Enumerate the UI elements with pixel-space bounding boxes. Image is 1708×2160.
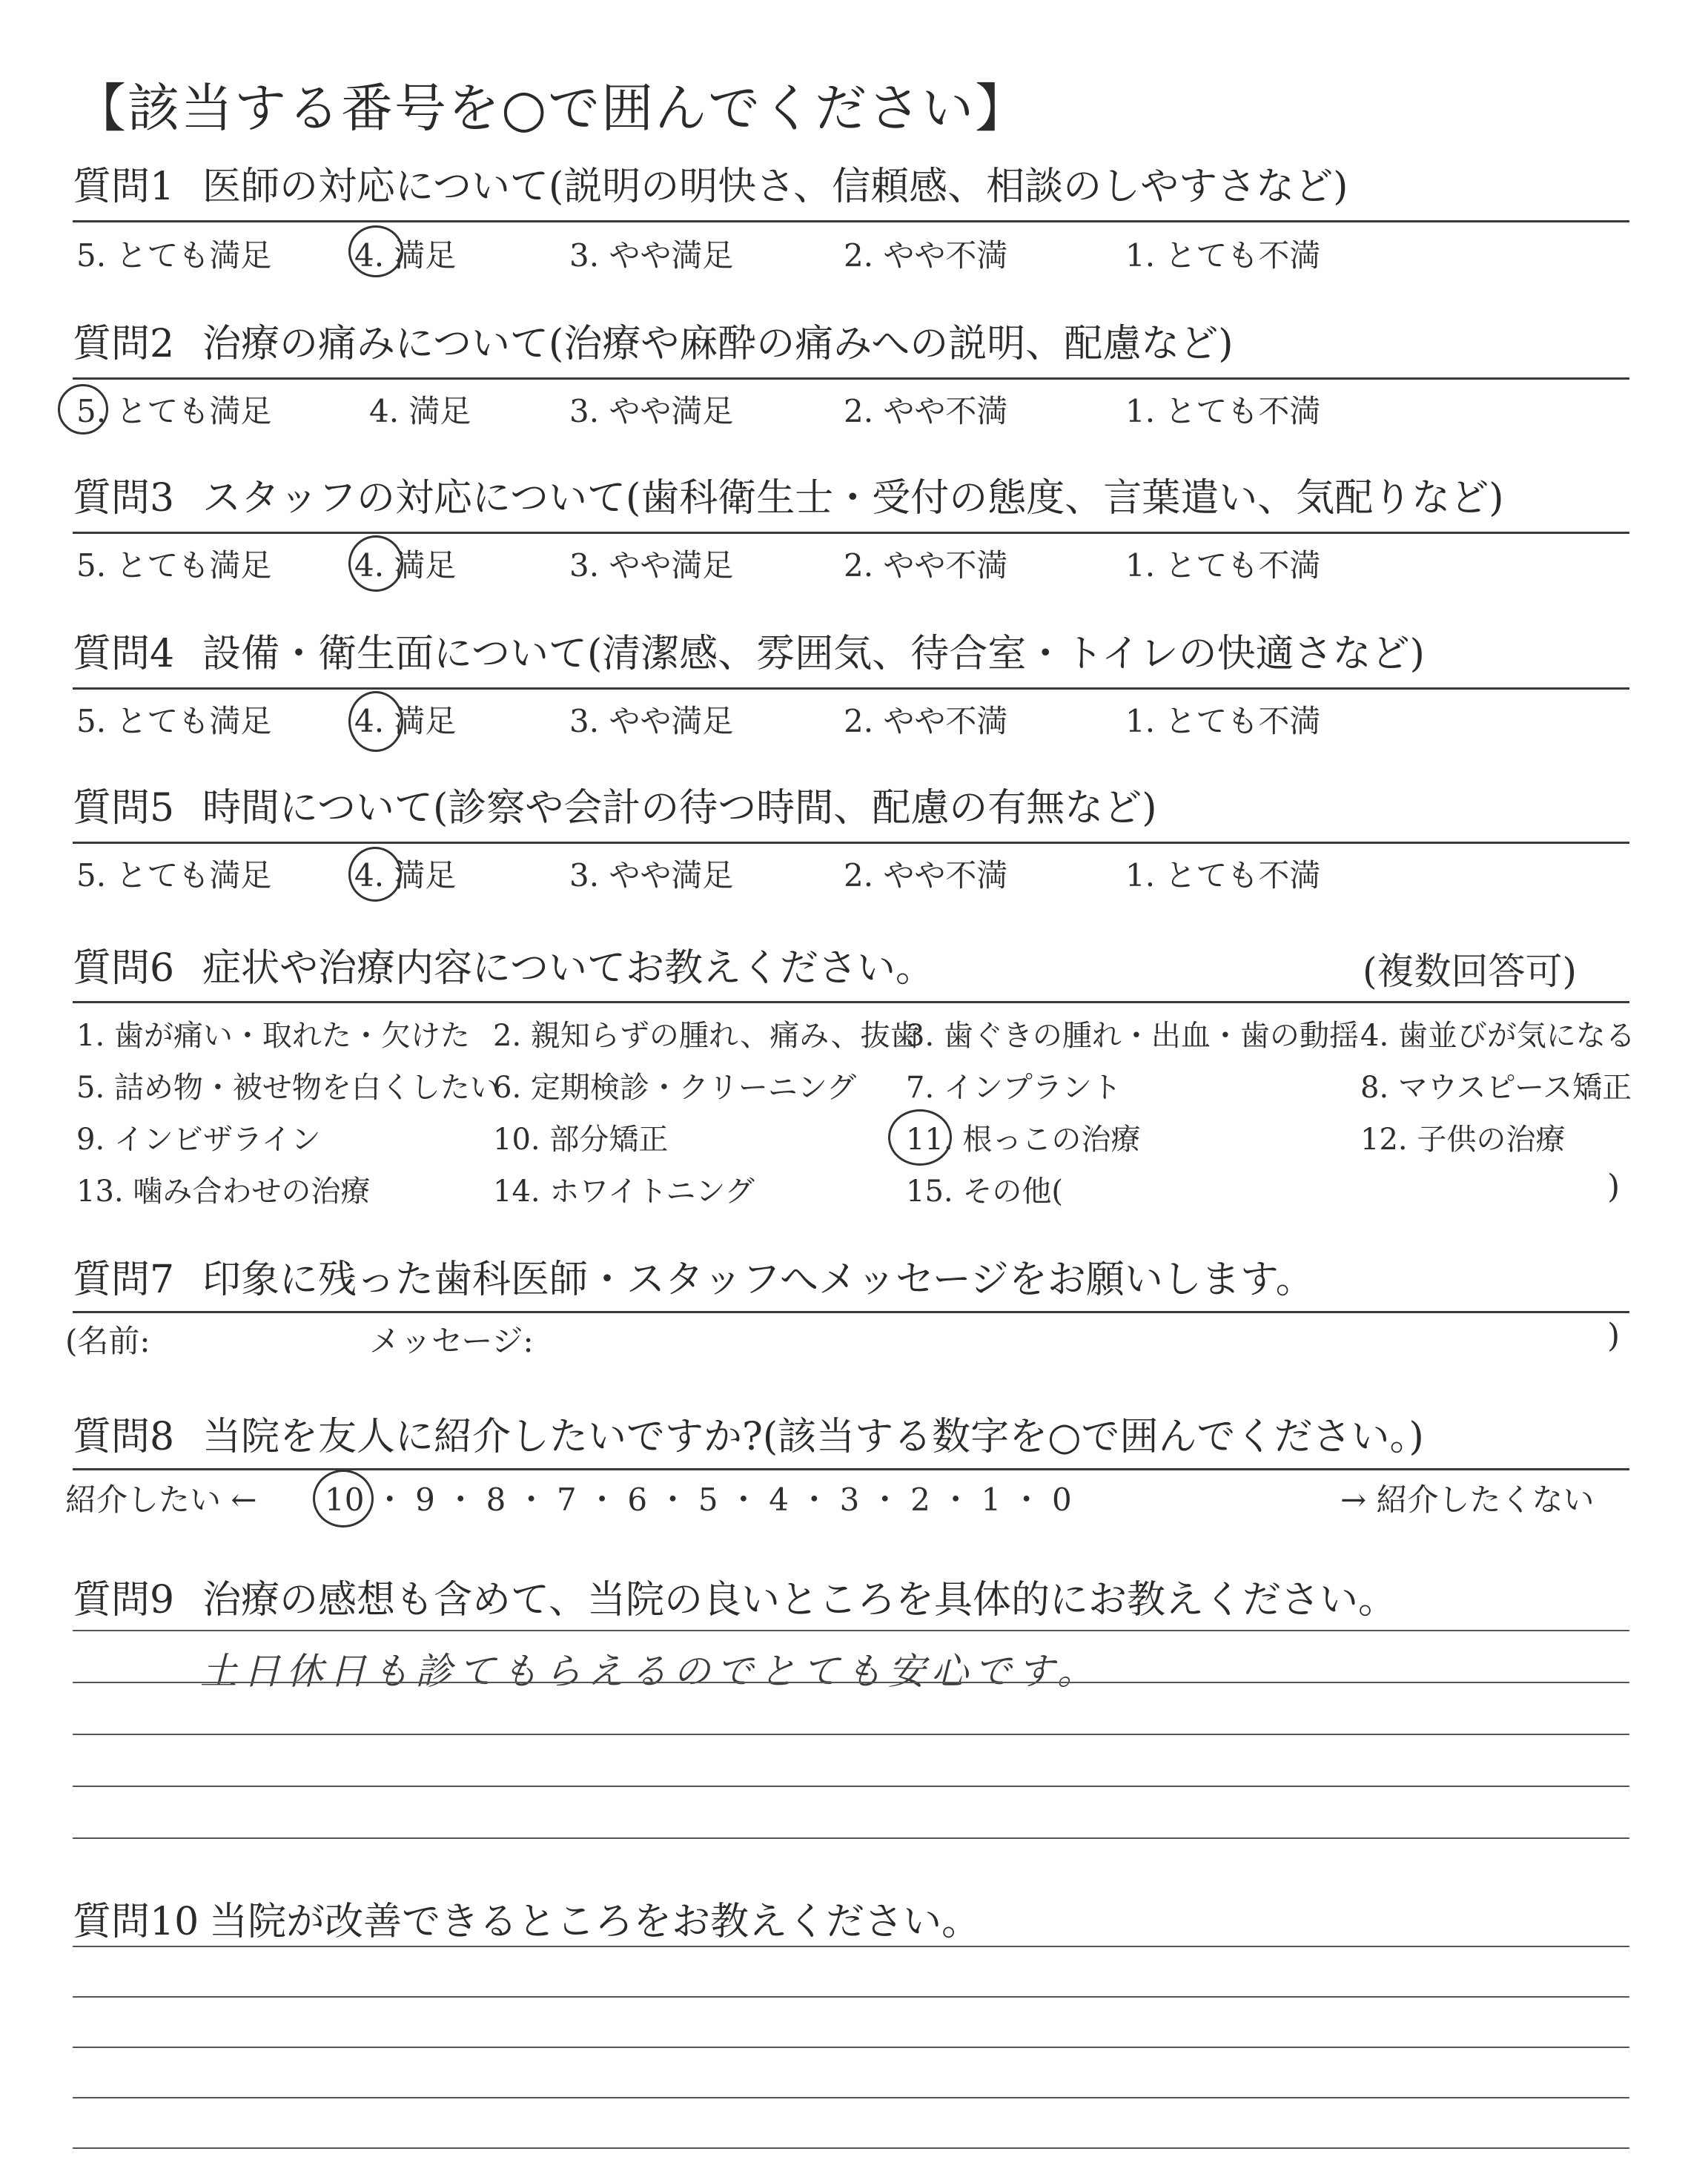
question-number: 質問4 xyxy=(73,632,175,676)
symptom-option[interactable]: 12. 子供の治療 xyxy=(1360,1123,1566,1157)
option-3[interactable]: 3. やや満足 xyxy=(569,703,734,739)
question-text: 医師の対応について(説明の明快さ、信頼感、相談のしやすさなど) xyxy=(202,165,1348,209)
question-number: 質問3 xyxy=(73,476,175,521)
symptom-option[interactable]: 11. 根っこの治療 xyxy=(906,1123,1141,1157)
question-3 xyxy=(73,469,1629,528)
recommend-scale[interactable]: 10 ・ 9 ・ 8 ・ 7 ・ 6 ・ 5 ・ 4 ・ 3 ・ 2 ・ 1 ・ 0 xyxy=(325,1482,1072,1518)
option-1[interactable]: 1. とても不満 xyxy=(1125,547,1321,584)
answer-line xyxy=(73,1786,1629,1787)
not-recommend-label: → 紹介したくない xyxy=(1340,1482,1595,1518)
close-paren: ) xyxy=(1607,1317,1621,1355)
option-5[interactable]: 5. とても満足 xyxy=(76,857,272,894)
selection-circle xyxy=(348,225,403,277)
question-number: 質問10 xyxy=(73,1900,199,1944)
selection-circle xyxy=(348,691,403,752)
option-4[interactable]: 4. 満足 xyxy=(354,703,457,739)
symptom-option[interactable]: 7. インプラント xyxy=(906,1071,1122,1105)
answer-line xyxy=(73,1734,1629,1735)
symptom-option[interactable]: 9. インビザライン xyxy=(76,1123,321,1157)
option-5[interactable]: 5. とても満足 xyxy=(76,393,272,429)
option-4[interactable]: 4. 満足 xyxy=(369,393,471,429)
question-2 xyxy=(73,314,1629,374)
option-2[interactable]: 2. やや不満 xyxy=(844,857,1008,894)
divider xyxy=(73,377,1629,380)
question-1 xyxy=(73,157,1629,217)
selection-circle xyxy=(348,847,402,902)
name-label: (名前: xyxy=(65,1323,150,1359)
symptom-option[interactable]: 8. マウスピース矯正 xyxy=(1360,1071,1632,1105)
symptom-option[interactable]: 10. 部分矯正 xyxy=(493,1123,669,1157)
question-8 xyxy=(73,1407,1629,1467)
option-3[interactable]: 3. やや満足 xyxy=(569,237,734,274)
question-text: 印象に残った歯科医師・スタッフへメッセージをお願いします。 xyxy=(202,1258,1314,1302)
symptom-option[interactable]: 5. 詰め物・被せ物を白くしたい xyxy=(76,1071,500,1105)
symptom-option[interactable]: 4. 歯並びが気になる xyxy=(1360,1019,1635,1053)
answer-line xyxy=(73,2047,1629,2048)
option-5[interactable]: 5. とても満足 xyxy=(76,237,272,274)
option-5[interactable]: 5. とても満足 xyxy=(76,547,272,584)
option-2[interactable]: 2. やや不満 xyxy=(844,393,1008,429)
answer-line xyxy=(73,2097,1629,2098)
divider xyxy=(73,532,1629,534)
option-3[interactable]: 3. やや満足 xyxy=(569,547,734,584)
divider xyxy=(73,1311,1629,1313)
answer-line xyxy=(73,1630,1629,1631)
symptom-option[interactable]: 2. 親知らずの腫れ、痛み、抜歯 xyxy=(493,1019,920,1053)
selection-circle xyxy=(313,1470,374,1527)
divider xyxy=(73,220,1629,222)
option-2[interactable]: 2. やや不満 xyxy=(844,547,1008,584)
option-4[interactable]: 4. 満足 xyxy=(354,547,457,584)
question-9 xyxy=(73,1571,1629,1630)
selection-circle xyxy=(58,384,108,435)
option-3[interactable]: 3. やや満足 xyxy=(569,393,734,429)
handwritten-answer: 土日休日も診てもらえるのでとても安心です。 xyxy=(200,1650,1100,1693)
symptom-option[interactable]: 1. 歯が痛い・取れた・欠けた xyxy=(76,1019,470,1053)
question-number: 質問1 xyxy=(73,165,175,209)
answer-line xyxy=(73,1682,1629,1683)
question-text: 時間について(診察や会計の待つ時間、配慮の有無など) xyxy=(202,786,1157,830)
question-text: 治療の感想も含めて、当院の良いところを具体的にお教えください。 xyxy=(202,1578,1397,1622)
option-1[interactable]: 1. とても不満 xyxy=(1125,393,1321,429)
question-10 xyxy=(73,1892,1629,1952)
option-2[interactable]: 2. やや不満 xyxy=(844,237,1008,274)
question-number: 質問8 xyxy=(73,1415,175,1459)
divider xyxy=(73,687,1629,690)
symptom-option[interactable]: 14. ホワイトニング xyxy=(493,1175,755,1209)
close-paren: ) xyxy=(1607,1168,1621,1206)
option-4[interactable]: 4. 満足 xyxy=(354,237,457,274)
question-text: 症状や治療内容についてお教えください。 xyxy=(202,946,934,991)
option-4[interactable]: 4. 満足 xyxy=(354,857,457,894)
message-label: メッセージ: xyxy=(369,1323,534,1359)
question-number: 質問2 xyxy=(73,322,175,366)
answer-line xyxy=(73,1946,1629,1947)
symptom-option[interactable]: 3. 歯ぐきの腫れ・出血・歯の動揺 xyxy=(906,1019,1359,1053)
option-2[interactable]: 2. やや不満 xyxy=(844,703,1008,739)
question-text: 設備・衛生面について(清潔感、雰囲気、待合室・トイレの快適さなど) xyxy=(202,632,1425,676)
answer-line xyxy=(73,1837,1629,1839)
option-1[interactable]: 1. とても不満 xyxy=(1125,857,1321,894)
recommend-label: 紹介したい ← xyxy=(65,1482,257,1518)
answer-line xyxy=(73,1996,1629,1998)
question-7 xyxy=(73,1250,1629,1309)
divider xyxy=(73,842,1629,844)
selection-circle xyxy=(888,1109,952,1166)
option-1[interactable]: 1. とても不満 xyxy=(1125,703,1321,739)
multiple-answer-note: (複数回答可) xyxy=(1363,950,1578,993)
sheet-title: 【該当する番号を○で囲んでください】 xyxy=(74,78,1029,139)
question-number: 質問5 xyxy=(73,786,175,830)
question-text: 治療の痛みについて(治療や麻酔の痛みへの説明、配慮など) xyxy=(202,322,1234,366)
question-5 xyxy=(73,779,1629,838)
option-1[interactable]: 1. とても不満 xyxy=(1125,237,1321,274)
question-number: 質問9 xyxy=(73,1578,175,1622)
divider xyxy=(73,1468,1629,1470)
divider xyxy=(73,1001,1629,1003)
question-text: スタッフの対応について(歯科衛生士・受付の態度、言葉遣い、気配りなど) xyxy=(202,476,1504,521)
option-5[interactable]: 5. とても満足 xyxy=(76,703,272,739)
selection-circle xyxy=(348,535,403,592)
question-number: 質問6 xyxy=(73,946,175,991)
option-3[interactable]: 3. やや満足 xyxy=(569,857,734,894)
answer-line xyxy=(73,2147,1629,2149)
question-4 xyxy=(73,624,1629,684)
question-number: 質問7 xyxy=(73,1258,175,1302)
symptom-option[interactable]: 15. その他( xyxy=(906,1175,1063,1209)
symptom-option[interactable]: 13. 噛み合わせの治療 xyxy=(76,1175,371,1209)
question-text: 当院を友人に紹介したいですか?(該当する数字を○で囲んでください。) xyxy=(202,1415,1424,1459)
question-text: 当院が改善できるところをお教えください。 xyxy=(209,1900,981,1944)
symptom-option[interactable]: 6. 定期検診・クリーニング xyxy=(493,1071,857,1105)
